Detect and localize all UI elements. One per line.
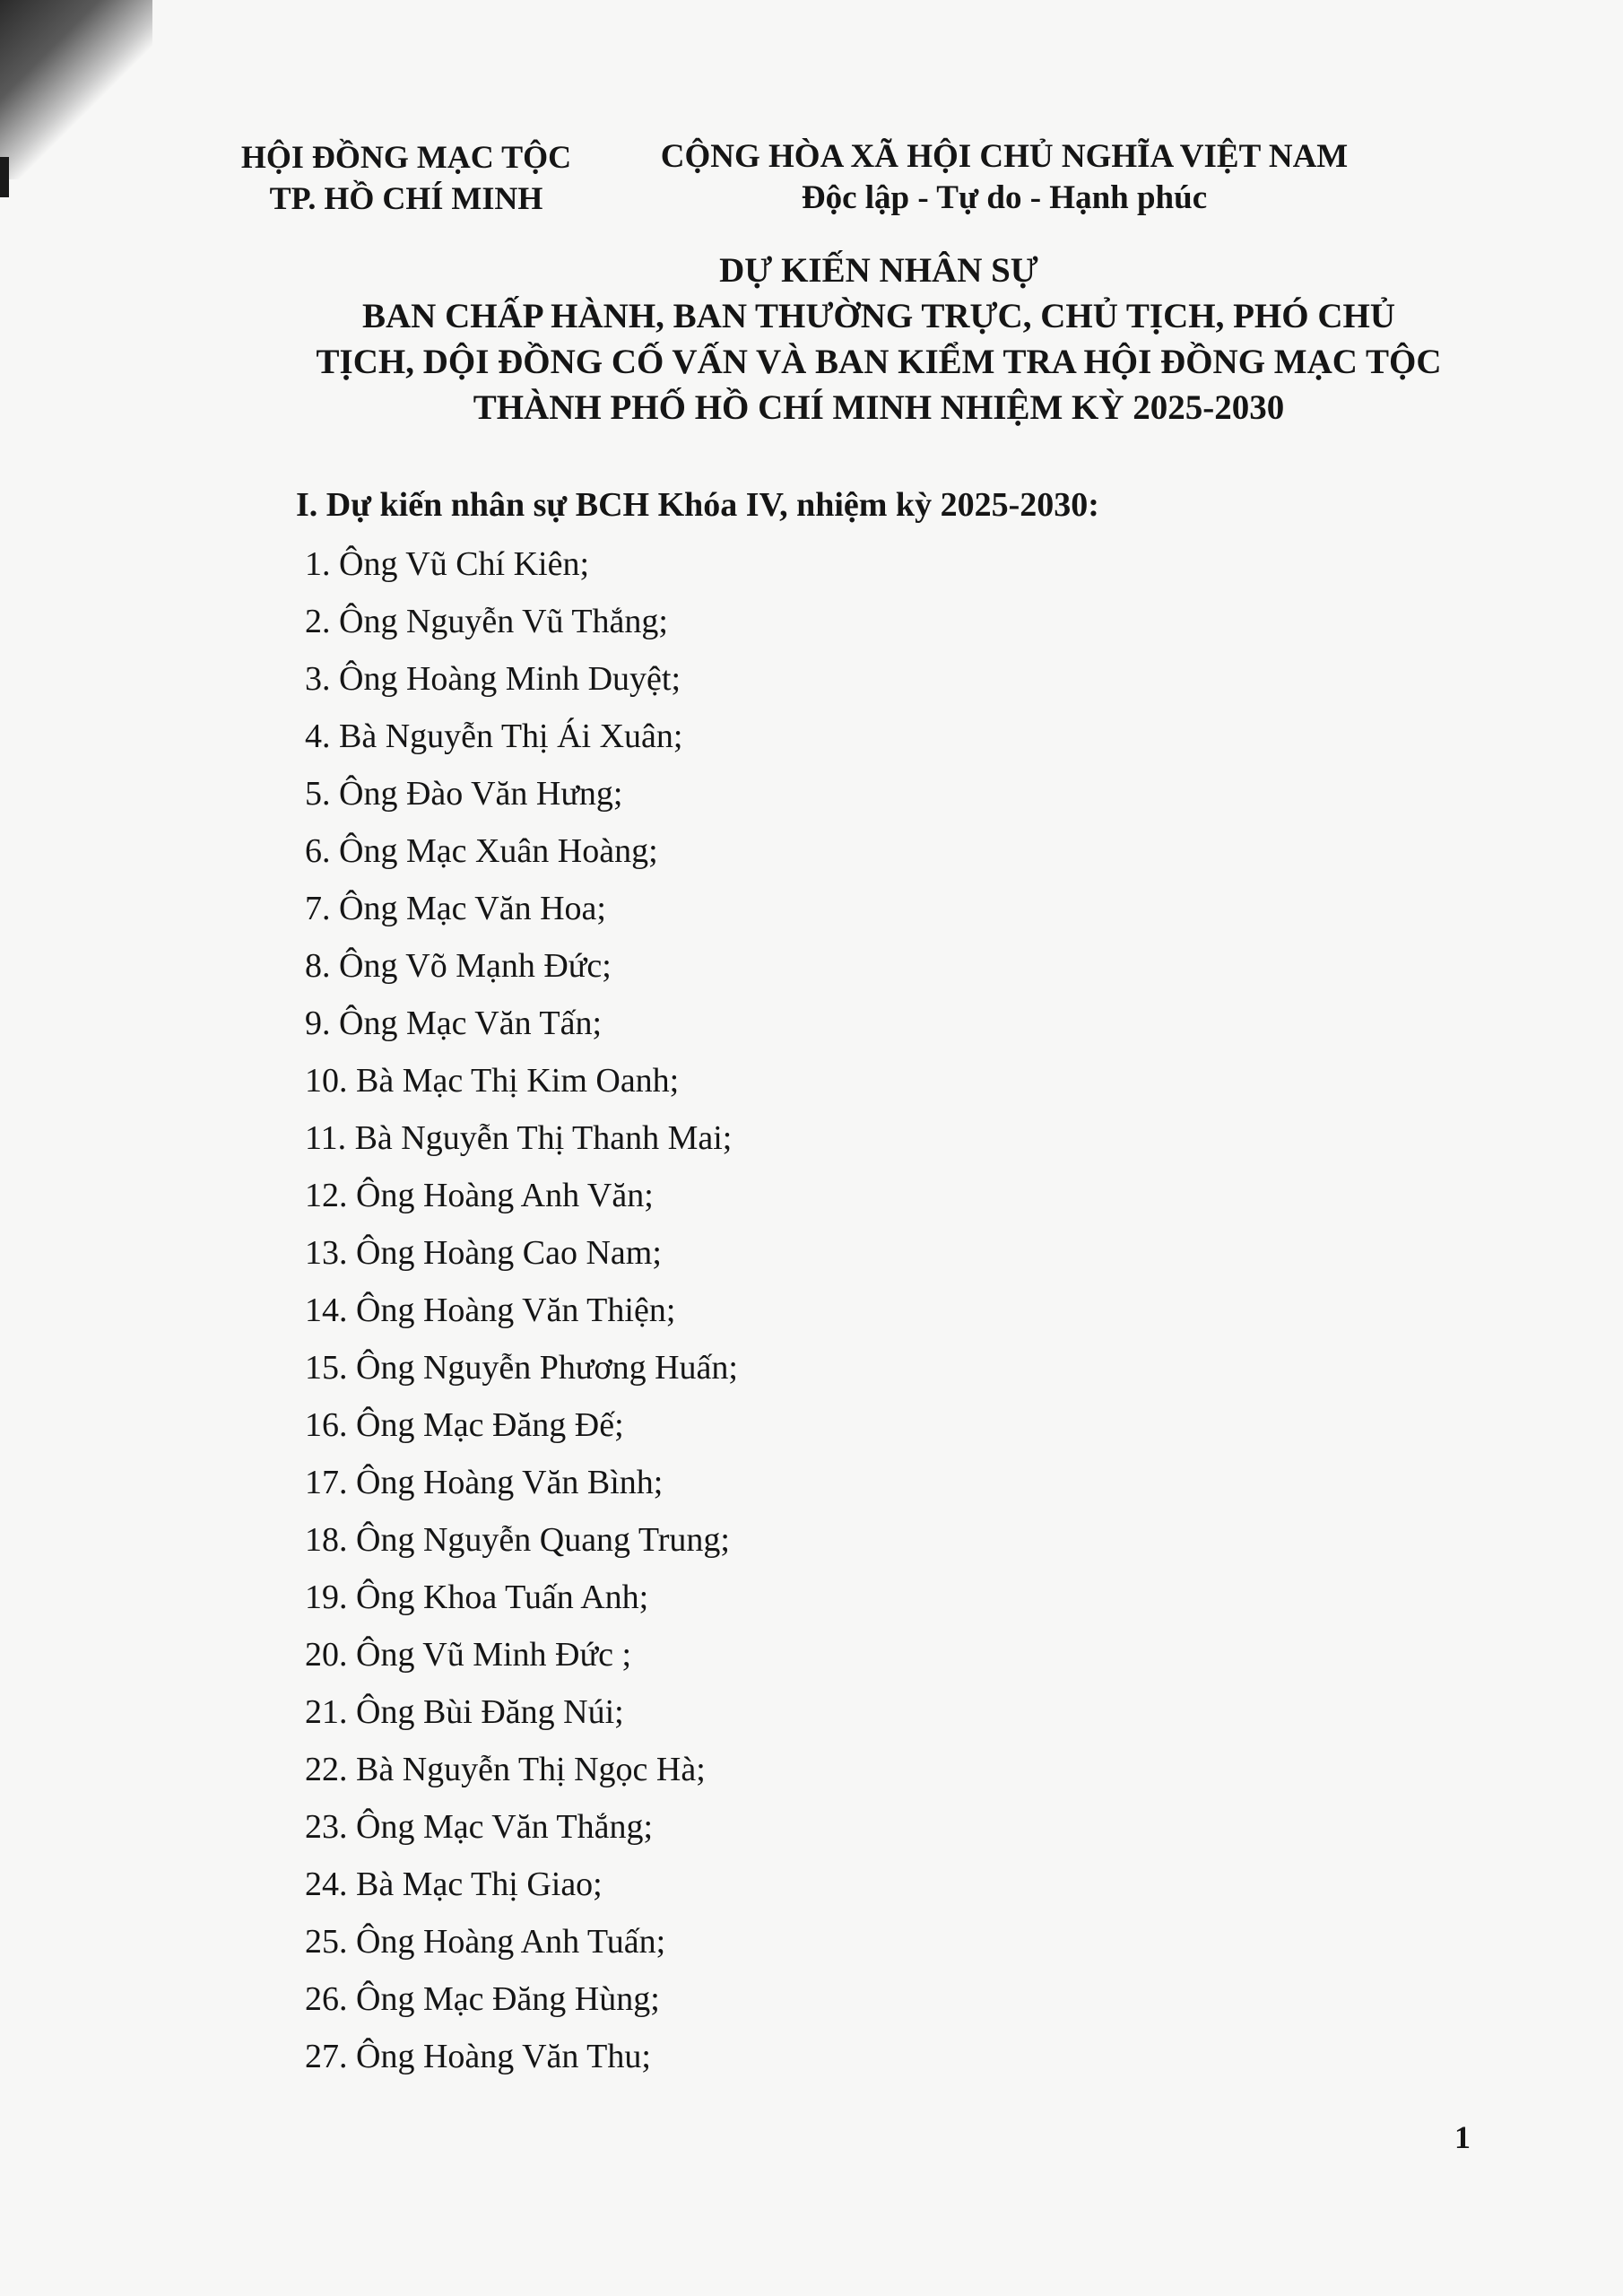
member-item: 3. Ông Hoàng Minh Duyệt; (305, 660, 681, 698)
member-item: 7. Ông Mạc Văn Hoa; (305, 890, 606, 927)
organization-name: HỘI ĐỒNG MẠC TỘC (240, 139, 572, 175)
member-item: 24. Bà Mạc Thị Giao; (305, 1866, 603, 1903)
organization-header (231, 136, 581, 219)
organization-city: TP. HỒ CHÍ MINH (269, 180, 543, 216)
member-item: 16. Ông Mạc Đăng Đế; (305, 1406, 624, 1444)
member-item: 15. Ông Nguyễn Phương Huấn; (305, 1349, 738, 1387)
member-item: 23. Ông Mạc Văn Thắng; (305, 1808, 654, 1846)
national-motto-header (646, 136, 1363, 219)
national-motto: Độc lập - Tự do - Hạnh phúc (801, 179, 1208, 216)
member-item: 19. Ông Khoa Tuấn Anh; (305, 1578, 649, 1616)
title-line-2: BAN CHẤP HÀNH, BAN THƯỜNG TRỰC, CHỦ TỊCH, PHÓ CHỦ (361, 297, 1396, 335)
member-item: 20. Ông Vũ Minh Đức ; (305, 1636, 632, 1674)
document-title (269, 248, 1488, 430)
title-line-1: DỰ KIẾN NHÂN SỰ (719, 251, 1038, 290)
page-number: 1 (1454, 2119, 1471, 2155)
member-item: 11. Bà Nguyễn Thị Thanh Mai; (305, 1119, 733, 1157)
member-item: 22. Bà Nguyễn Thị Ngọc Hà; (305, 1751, 706, 1788)
scan-edge-mark (0, 157, 9, 197)
member-item: 2. Ông Nguyễn Vũ Thắng; (305, 603, 668, 640)
member-item: 5. Ông Đào Văn Hưng; (305, 775, 623, 813)
member-item: 27. Ông Hoàng Văn Thu; (305, 2038, 651, 2075)
member-item: 17. Ông Hoàng Văn Bình; (305, 1464, 664, 1501)
republic-name: CỘNG HÒA XÃ HỘI CHỦ NGHĨA VIỆT NAM (660, 138, 1349, 175)
member-item: 8. Ông Võ Mạnh Đức; (305, 947, 612, 985)
scan-corner-fold (0, 0, 152, 179)
member-item: 21. Ông Bùi Đăng Núi; (305, 1693, 624, 1731)
member-list (305, 535, 738, 2085)
member-item: 12. Ông Hoàng Anh Văn; (305, 1177, 654, 1214)
member-item: 10. Bà Mạc Thị Kim Oanh; (305, 1062, 680, 1100)
member-item: 18. Ông Nguyễn Quang Trung; (305, 1521, 730, 1559)
member-item: 4. Bà Nguyễn Thị Ái Xuân; (305, 718, 683, 755)
section-heading: I. Dự kiến nhân sự BCH Khóa IV, nhiệm kỳ 2025-2030: (296, 486, 1099, 524)
member-item: 14. Ông Hoàng Văn Thiện; (305, 1292, 676, 1329)
member-item: 1. Ông Vũ Chí Kiên; (305, 545, 590, 583)
member-item: 13. Ông Hoàng Cao Nam; (305, 1234, 662, 1272)
member-item: 26. Ông Mạc Đăng Hùng; (305, 1980, 660, 2018)
member-item: 25. Ông Hoàng Anh Tuấn; (305, 1923, 666, 1961)
title-line-4: THÀNH PHỐ HỒ CHÍ MINH NHIỆM KỲ 2025-2030 (473, 388, 1285, 427)
title-line-3: TỊCH, DỘI ĐỒNG CỐ VẤN VÀ BAN KIỂM TRA HỘI ĐỒNG MẠC TỘC (316, 343, 1442, 381)
member-item: 6. Ông Mạc Xuân Hoàng; (305, 832, 658, 870)
member-item: 9. Ông Mạc Văn Tấn; (305, 1004, 603, 1042)
